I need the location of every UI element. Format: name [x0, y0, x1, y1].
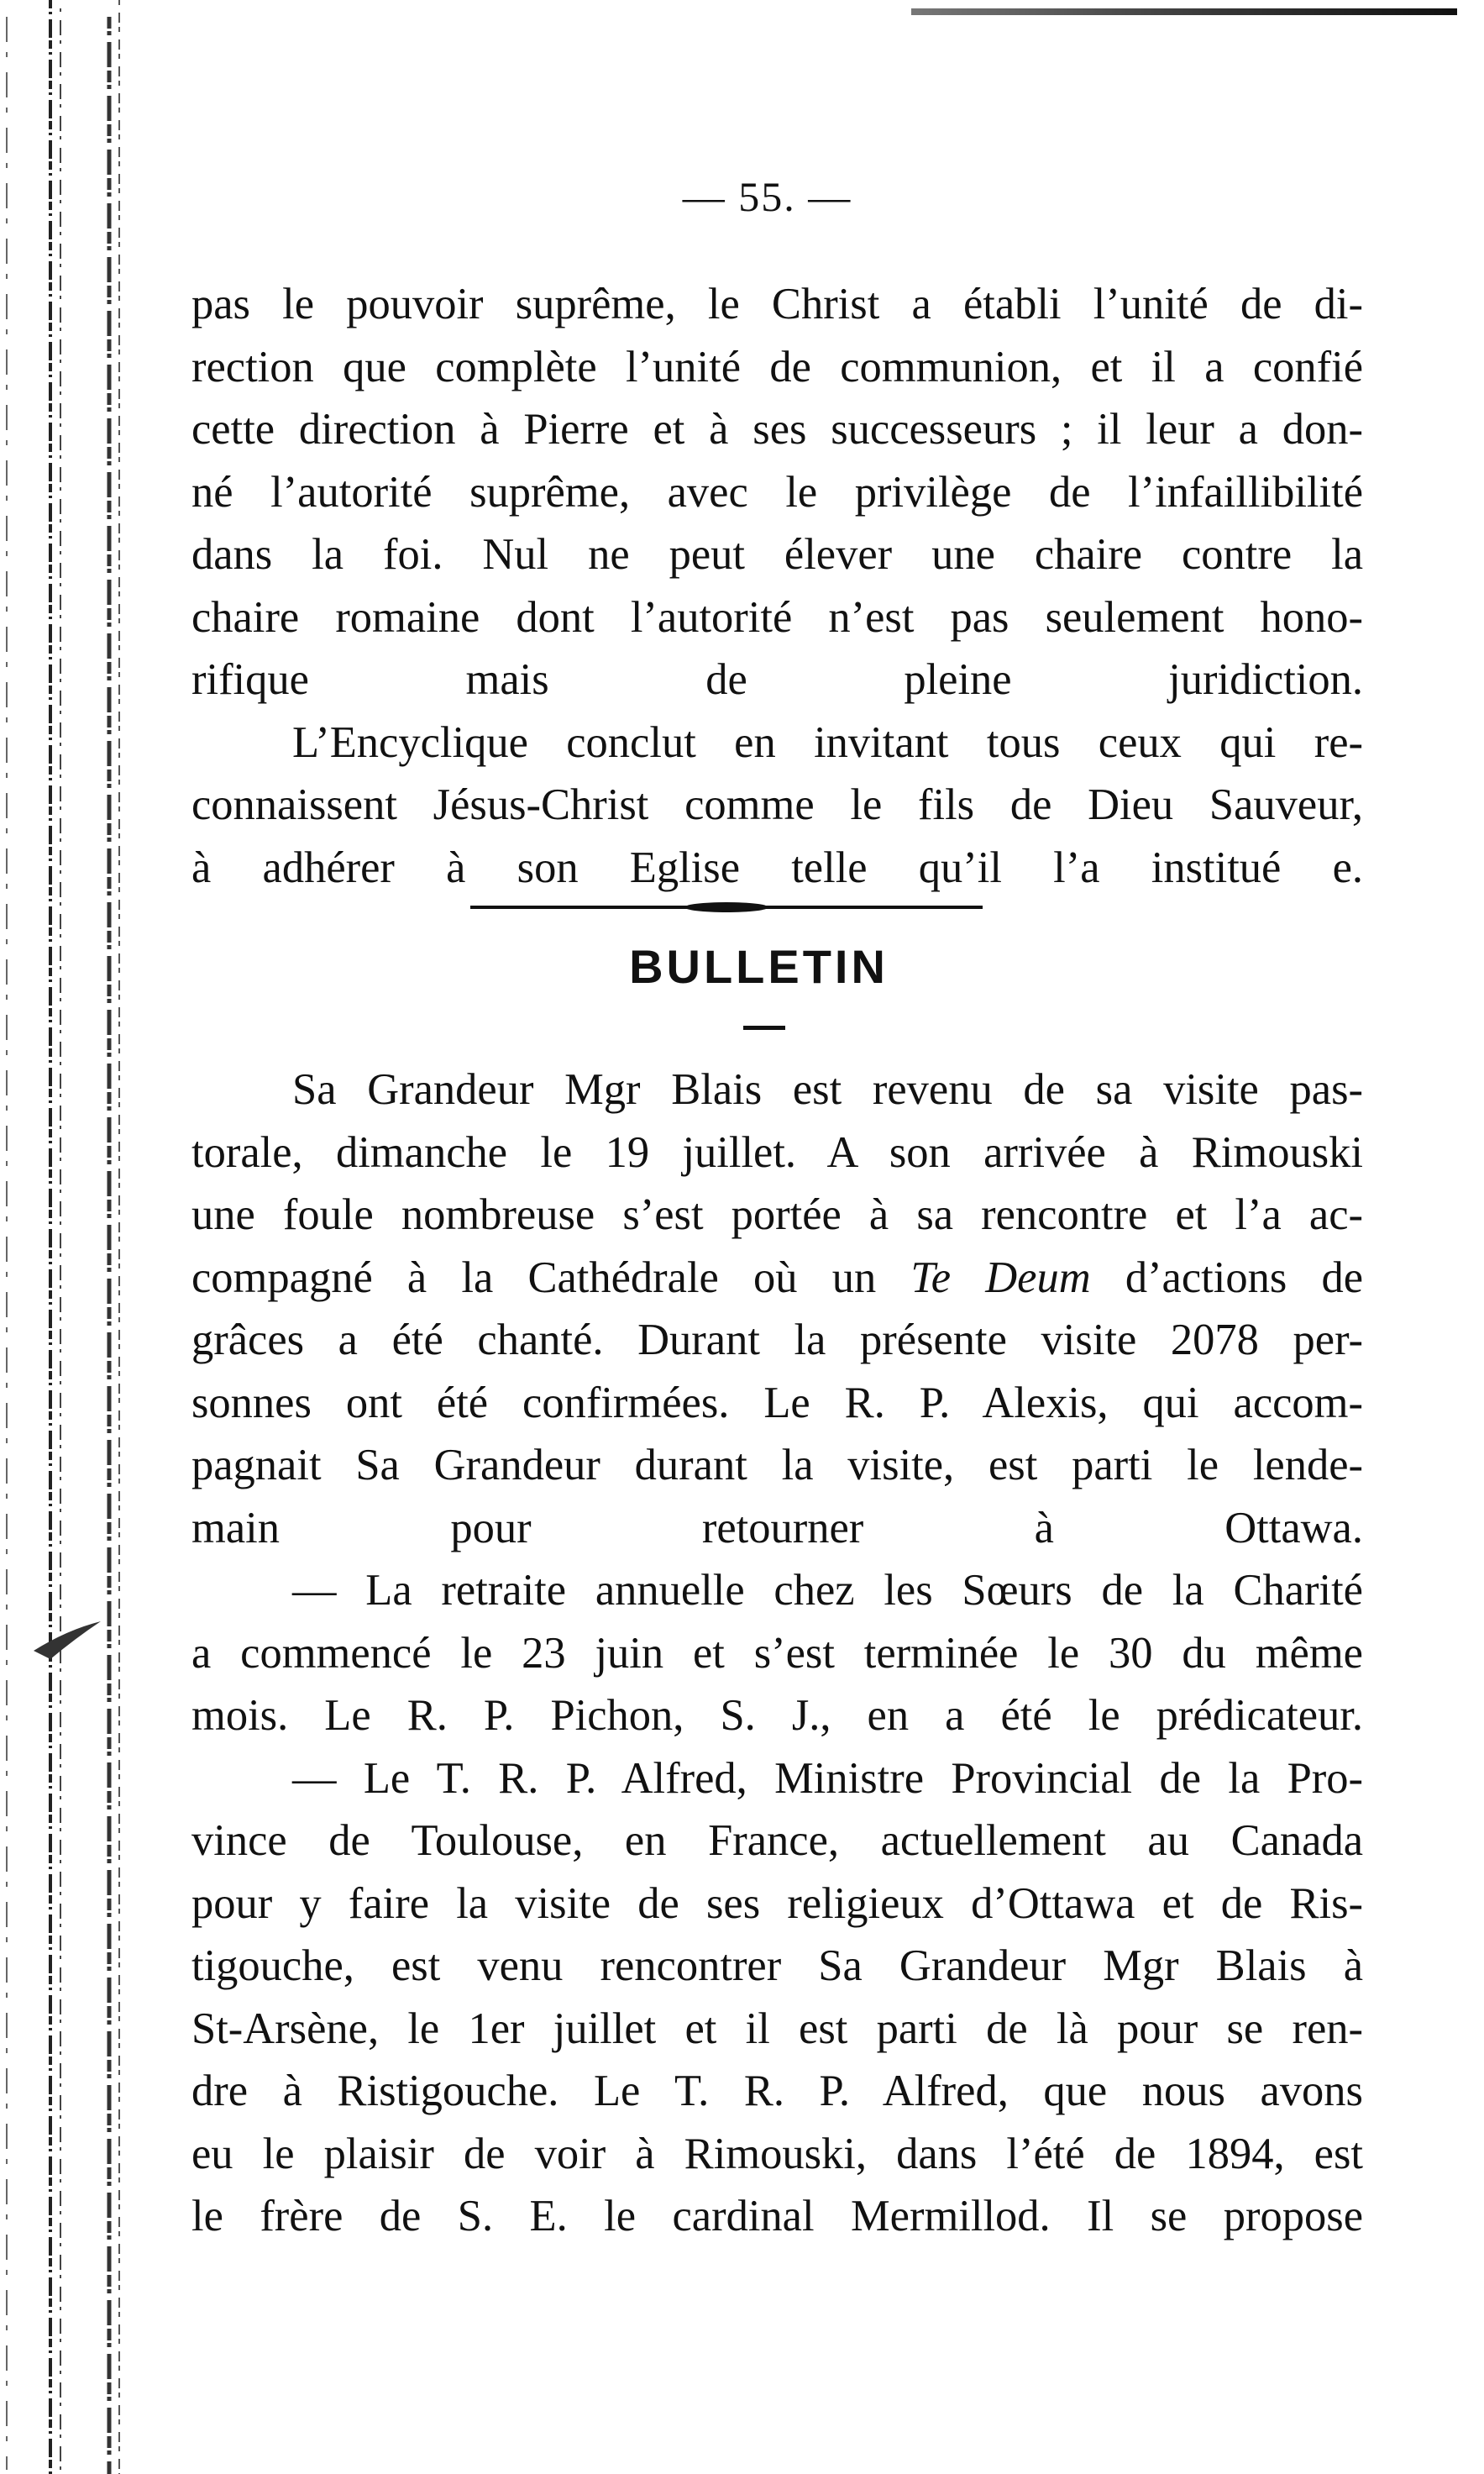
page-number: — 55. —	[682, 173, 852, 220]
text-line: pagnait Sa Grandeur durant la visite, est parti le lende-	[191, 1441, 1363, 1489]
text-line: sonnes ont été confirmées. Le R. P. Alexis, qui accom-	[191, 1378, 1363, 1427]
paragraph	[191, 1559, 1363, 1747]
text-line: dre à Ristigouche. Le T. R. P. Alfred, que nous avons	[191, 2067, 1363, 2115]
text-line: — La retraite annuelle chez les Sœurs de la Charité	[292, 1566, 1363, 1615]
ornamental-divider	[470, 906, 983, 909]
text-line: grâces a été chanté. Durant la présente visite 2078 per-	[191, 1316, 1363, 1364]
paragraph	[191, 273, 1363, 712]
text-line: connaissent Jésus-Christ comme le fils de Dieu Sauveur,	[191, 780, 1363, 829]
text-line: torale, dimanche le 19 juillet. A son arrivée à Rimouski	[191, 1127, 1363, 1177]
text-section-top	[191, 273, 1363, 899]
text-line: à adhérer à son Eglise telle qu’il l’a institué e.	[191, 843, 1363, 892]
text-line: né l’autorité suprême, avec le privilège de l’infaillibilité	[191, 467, 1363, 517]
text-line: St-Arsène, le 1er juillet et il est parti de là pour se ren-	[191, 2004, 1363, 2053]
text-line: tigouche, est venu rencontrer Sa Grandeur Mgr Blais à	[191, 1941, 1363, 1990]
section-heading: BULLETIN	[629, 940, 889, 993]
text-line: L’Encyclique conclut en invitant tous ceux qui re-	[292, 717, 1363, 767]
text-line: a commencé le 23 juin et s’est terminée le 30 du même	[191, 1628, 1363, 1678]
text-line: — Le T. R. P. Alfred, Ministre Provincial de la Pro-	[292, 1753, 1363, 1803]
text-line: rifique mais de pleine juridiction.	[191, 655, 1363, 704]
text-line: main pour retourner à Ottawa.	[191, 1503, 1363, 1552]
text-line: rection que complète l’unité de communion, et il a confié	[191, 342, 1363, 391]
top-margin-rule	[911, 8, 1457, 15]
text-line: cette direction à Pierre et à ses successeurs ; il leur a don-	[191, 405, 1363, 454]
binding-edge-noise	[0, 0, 134, 2474]
text-section-bulletin	[191, 1058, 1363, 2248]
paragraph	[191, 1058, 1363, 1559]
text-line: compagné à la Cathédrale où un Te Deum d’actions de	[191, 1253, 1363, 1302]
text-line: eu le plaisir de voir à Rimouski, dans l’été de 1894, est	[191, 2129, 1363, 2178]
paragraph	[191, 712, 1363, 900]
text-line: pour y faire la visite de ses religieux d’Ottawa et de Ris-	[191, 1878, 1363, 1928]
text-line: le frère de S. E. le cardinal Mermillod. Il se propose	[191, 2192, 1363, 2240]
text-line: vince de Toulouse, en France, actuellement au Canada	[191, 1816, 1363, 1865]
text-line: pas le pouvoir suprême, le Christ a établi l’unité de di-	[191, 280, 1363, 328]
text-line: dans la foi. Nul ne peut élever une chaire contre la	[191, 530, 1363, 579]
paragraph	[191, 1747, 1363, 2248]
text-line: chaire romaine dont l’autorité n’est pas seulement hono-	[191, 592, 1363, 642]
heading-dash	[743, 1026, 785, 1030]
text-line: Sa Grandeur Mgr Blais est revenu de sa visite pas-	[292, 1065, 1363, 1114]
text-line: une foule nombreuse s’est portée à sa rencontre et l’a ac-	[191, 1190, 1363, 1239]
text-line: mois. Le R. P. Pichon, S. J., en a été le prédicateur.	[191, 1691, 1363, 1740]
